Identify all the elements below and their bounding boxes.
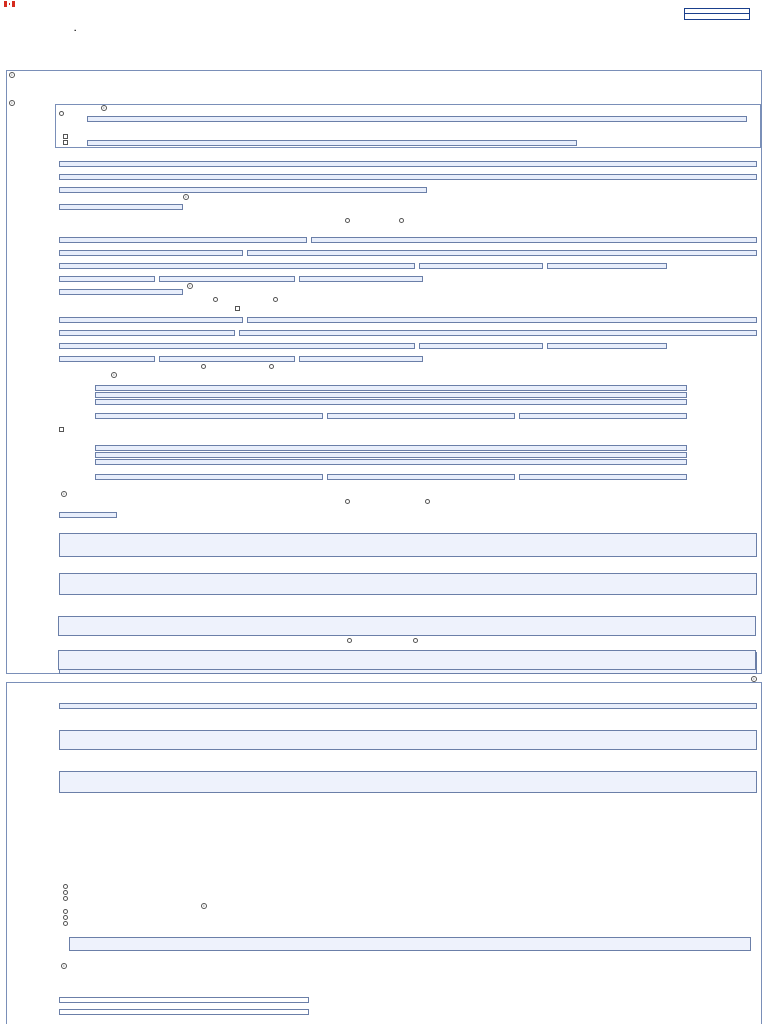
info-icon[interactable]: i [201,903,207,909]
phone2-input[interactable] [59,276,155,282]
fax-input[interactable] [299,276,423,282]
pc-lang-english-radio[interactable] [201,364,206,369]
two-years-no-radio[interactable] [425,499,430,504]
loc-postal-input[interactable] [519,474,687,480]
org-specify-checkbox[interactable] [63,140,68,145]
pc-ext2-input[interactable] [159,356,295,362]
canada-flag-icon [4,1,15,7]
website-input[interactable] [59,187,427,193]
info-icon[interactable]: i [61,491,67,497]
info-icon[interactable]: i [183,194,189,200]
project-info-section [6,676,762,1024]
pc-title-input[interactable] [59,330,235,336]
legal-name-input[interactable] [59,161,757,167]
two-years-yes-radio[interactable] [345,499,350,504]
org-type-prenom-input[interactable] [87,116,747,122]
province-select[interactable] [327,413,515,419]
struct-yes-radio[interactable] [63,909,68,914]
objective-textarea[interactable] [59,730,757,750]
ext2-input[interactable] [159,276,295,282]
pc-email-confirm-input[interactable] [59,343,415,349]
loc-province-select[interactable] [327,474,515,480]
pc-ext-input[interactable] [547,343,667,349]
applicant-info-section [6,70,762,674]
pc-first-name-input[interactable] [59,317,243,323]
info-icon[interactable]: i [9,72,15,78]
admin-capacity-textarea[interactable] [58,650,756,670]
land-details-textarea[interactable] [69,937,751,951]
org-description-textarea[interactable] [59,533,757,557]
permanent-no-radio[interactable] [399,218,404,223]
title-input[interactable] [59,250,243,256]
info-icon[interactable]: i [101,105,107,111]
info-icon[interactable]: i [187,283,193,289]
employees-count-input[interactable] [59,512,117,518]
industry-type-select[interactable] [59,997,309,1003]
pc-last-name-input[interactable] [247,317,757,323]
reason-textarea[interactable] [59,771,757,793]
address-line3-input[interactable] [95,399,687,405]
address-line2-input[interactable] [95,392,687,398]
loc-line1-input[interactable] [95,445,687,451]
section-tabs [6,40,756,60]
permanent-yes-radio[interactable] [345,218,350,223]
city-input[interactable] [95,413,323,419]
naics-id-select[interactable] [59,1009,309,1015]
lang-french-radio[interactable] [273,297,278,302]
struct-unsure-radio[interactable] [63,921,68,926]
notice-line-2: . [74,23,77,33]
business-number-input[interactable] [59,204,183,210]
pc-lang-french-radio[interactable] [269,364,274,369]
first-name-input[interactable] [59,237,307,243]
org-specify-input[interactable] [87,140,577,146]
loc-city-input[interactable] [95,474,323,480]
last-name-input[interactable] [311,237,757,243]
phone-input[interactable] [419,263,543,269]
search-errors-button[interactable] [684,13,750,20]
email-confirm-input[interactable] [59,263,415,269]
info-icon[interactable]: i [9,100,15,106]
loc-line2-input[interactable] [95,452,687,458]
lang-english-radio[interactable] [213,297,218,302]
pc-phone2-input[interactable] [59,356,155,362]
same-as-primary-checkbox[interactable] [235,306,240,311]
org-group-checkbox[interactable] [63,134,68,139]
fed-unsure-radio[interactable] [63,896,68,901]
fed-no-radio[interactable] [63,890,68,895]
page-header [0,0,770,20]
org-mandate-textarea[interactable] [59,573,757,595]
postal-code-input[interactable] [519,413,687,419]
fed-yes-radio[interactable] [63,884,68,889]
project-title-input[interactable] [59,703,757,709]
same-as-mailing-checkbox[interactable] [59,427,64,432]
info-icon[interactable]: i [111,372,117,378]
funding-yes-radio[interactable] [347,638,352,643]
address-line1-input[interactable] [95,385,687,391]
ext-input[interactable] [547,263,667,269]
org-type-radio-ind[interactable] [59,111,64,116]
contact-bn-input[interactable] [59,289,183,295]
capacity-explain-textarea[interactable] [58,616,756,636]
loc-line3-input[interactable] [95,459,687,465]
email-input[interactable] [247,250,757,256]
info-icon[interactable]: i [61,963,67,969]
info-icon[interactable]: i [751,676,757,682]
pc-email-input[interactable] [239,330,757,336]
adobe-reader-notice [74,23,694,33]
pc-phone-input[interactable] [419,343,543,349]
struct-no-radio[interactable] [63,915,68,920]
funding-no-radio[interactable] [413,638,418,643]
pc-fax-input[interactable] [299,356,423,362]
meta-row [14,60,734,70]
operating-name-input[interactable] [59,174,757,180]
